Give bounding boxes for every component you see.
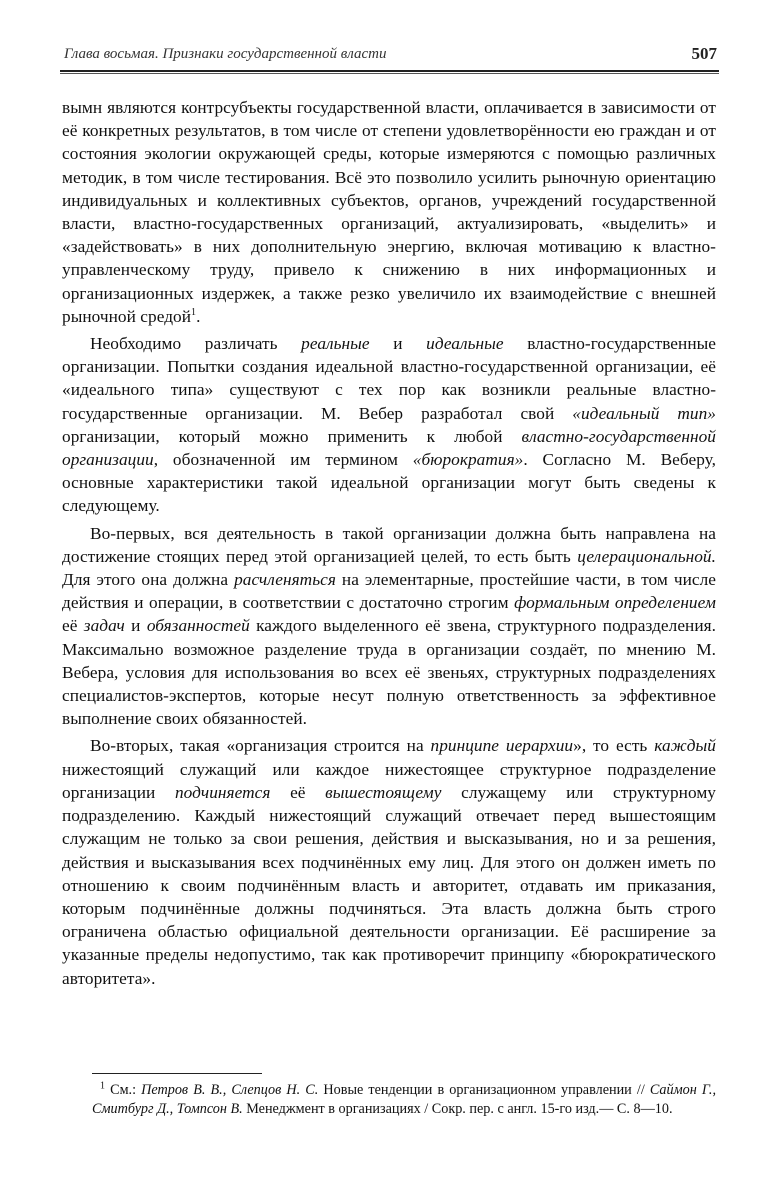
text-run: каждого выделенного её звена, структурного подразделения. Максимально возможное разделение труда в организации создаёт, по мнению М. Вебера, условия для использования во всех её звеньях, структурных подразделениях специалистов-экспертов, которые несут полную ответственность за эффективное выполнение своих обязанностей. (62, 616, 717, 729)
text-run: и (124, 616, 147, 636)
text-run: , обозначенной им термином (153, 450, 413, 470)
italic-text: идеальные (426, 334, 504, 354)
text-run: . Согласно М. Веберу, основные характеристики такой идеальной организации могут быть сведены к следующему. (62, 450, 717, 516)
italic-text: Петров В. В., Слепцов Н. С. (141, 1082, 319, 1098)
italic-text: обязанностей (146, 616, 250, 636)
text-run: нижестоящий служащий или каждое нижестоящее структурное подразделение организации (62, 759, 716, 802)
text-run: служащему или структурному подразделению. Каждый нижестоящий служащий отвечает перед вышестоящим служащим не только за свои решения, действия и высказывания, но и за решения, действия и высказывания всех подчинённых ему лиц. Для этого он должен иметь по отношению к своим подчинённым власть и авторитет, отдавать им приказания, которым подчинённые должны подчиняться. Эта власть должна быть строго ограничена областью официальной деятельности организации. Её расширение за указанные пределы недопустимо, так как противоречит принципу «бюрократического авторитета». (62, 782, 716, 988)
text-run: и (369, 334, 427, 354)
text-run: Новые тенденции в организационном управлении // (318, 1082, 650, 1098)
italic-text: целерациональной. (577, 546, 716, 566)
italic-text: задач (83, 616, 125, 636)
text-run: Менеджмент в организациях / Сокр. пер. с англ. 15-го изд.— С. 8—10. (242, 1101, 673, 1117)
text-run: властно-государственные организации. Попытки создания идеальной властно-государственной организации, её «идеального типа» существуют с тех пор как возникли реальные властно-государственные организации. М. Вебер разработал свой (62, 334, 716, 423)
italic-text: вышестоящему (325, 782, 442, 802)
paragraph (62, 96, 716, 328)
italic-text: Саймон Г., Смитбург Д., Томпсон В. (92, 1082, 717, 1117)
text-run: её (62, 616, 84, 636)
chapter-title: Глава восьмая. Признаки государственной власти (64, 46, 387, 62)
text-run: на элементарные, простейшие части, в том числе действия и операции, в соответствии с достаточно строгим (62, 570, 716, 613)
paragraph (62, 522, 716, 731)
footnote-marker: 1 (191, 307, 197, 319)
footnote (92, 1081, 716, 1119)
italic-text: реальные (301, 334, 370, 354)
text-run: . (196, 306, 201, 326)
page-number: 507 (691, 44, 717, 63)
footnote-marker: 1 (100, 1080, 105, 1092)
text-run: », то есть (573, 736, 655, 756)
running-header (60, 40, 719, 70)
text-run: Во-первых, вся деятельность в такой организации должна быть направлена на достижение стоящих перед этой организацией целей, то есть быть (62, 523, 716, 566)
italic-text: «идеальный тип» (572, 403, 716, 423)
header-rule (60, 70, 719, 72)
text-run: организации, который можно применить к любой (62, 426, 522, 446)
italic-text: подчиняется (174, 782, 271, 802)
text-run: Во-вторых, такая «организация строится на (90, 736, 431, 756)
italic-text: властно-государственной организации (62, 426, 716, 470)
text-run: Для этого она должна (62, 570, 235, 590)
text-run: См.: (105, 1082, 142, 1098)
italic-text: «бюрократия» (412, 450, 524, 470)
text-run: Необходимо различать (90, 334, 302, 354)
footnote-rule (92, 1073, 262, 1074)
italic-text: расчленяться (234, 570, 336, 590)
text-run: её (270, 782, 326, 802)
header-rule-thin (60, 73, 719, 74)
italic-text: формальным определением (514, 593, 716, 613)
italic-text: принципе иерархии (430, 736, 574, 756)
paragraph (62, 332, 716, 518)
text-run: вымн являются контрсубъекты государственной власти, оплачивается в зависимости от её конкретных результатов, в том числе от степени удовлетворённости ею граждан и от состояния экологии окружающей среды, которые измеряются с помощью различных методик, в том числе тестирования. Всё это позволило усилить рыночную ориентацию индивидуальных и коллективных субъектов, органов, учреждений государственной власти, властно-государственных организаций, актуализировать, «выделить» и «задействовать» в них дополнительную энергию, включая мотивацию к властно-управленческому труду, привело к снижению в них информационных и организационных издержек, а также резко увеличило их взаимодействие с внешней рыночной средой (62, 98, 716, 326)
body-text (62, 96, 716, 990)
italic-text: каждый (654, 736, 716, 756)
paragraph (62, 734, 716, 989)
